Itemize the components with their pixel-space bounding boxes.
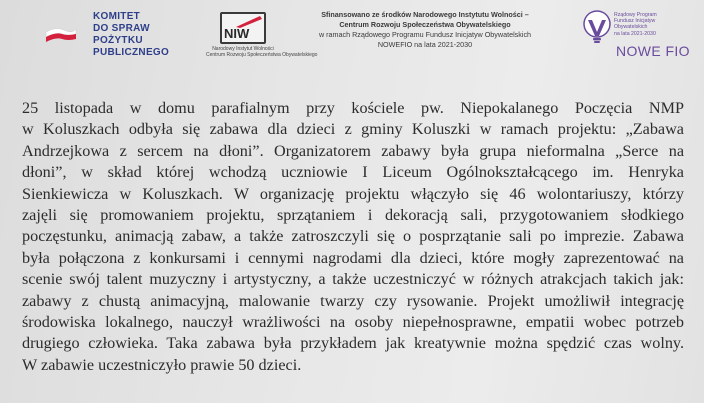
nowe-fio-title: NOWE FIO (616, 43, 690, 59)
niw-caption: Narodowy Instytut Wolności Centrum Rozwoju Społeczeństwa Obywatelskiego (206, 46, 318, 58)
funding-line-4: NOWEFIO na lata 2021-2030 (377, 40, 473, 49)
article-line: Andrzejkowa z sercem na dłoni”. Organizatorem zabawy była grupa nieformalna „Serce na (22, 141, 684, 160)
article-line-last: W zabawie uczestniczyło prawie 50 dzieci. (22, 355, 302, 374)
funding-note (286, 10, 564, 50)
funding-line-1: Sfinansowano ze środków Narodowego Instytutu Wolności – (321, 10, 529, 19)
article-line: poczęstunku, animacją zabaw, a także zatroszczyli się o posprzątanie sali po imprezie. Zabawa (22, 227, 684, 246)
article-body (22, 98, 684, 376)
kdspp-logo (44, 10, 184, 66)
nowe-fio-program-text: Rządowy Program Fundusz Inicjatyw Obywatelskich na lata 2021-2030 (614, 12, 657, 37)
article-line: zabawy z chustą animacyjną, malowanie twarzy czy rysowanie. Projekt umożliwił integrację (22, 291, 684, 310)
article-line: była połączona z konkursami i cennymi nagrodami dla dzieci, które mogły zaprezentować na (22, 248, 684, 267)
nowe-fio-logo (582, 10, 694, 62)
article-line: Sienkiewicza w Koluszkach. W organizację projektu włączyło się 46 wolontariuszy, którzy (22, 184, 684, 203)
nowe-fio-bulb-icon (582, 10, 612, 44)
article-line: drugiego człowieka. Taka zabawa była przykładem jak kreatywnie można spędzić czas wolny. (22, 334, 684, 353)
niw-logo (204, 12, 318, 62)
funding-line-2: Centrum Rozwoju Społeczeństwa Obywatelskiego (339, 20, 511, 29)
kdspp-name: KOMITET DO SPRAW POŻYTKU PUBLICZNEGO (93, 11, 170, 58)
polish-flag-icon (44, 26, 78, 44)
funding-line-3: w ramach Rządowego Programu Fundusz Inicjatyw Obywatelskich (318, 30, 532, 39)
niw-letters: NIW (224, 26, 250, 41)
article-line: 25 listopada w domu parafialnym przy kościele pw. Niepokalanego Poczęcia NMP (22, 99, 684, 117)
article-line: scenie swój talent muzyczny i artystyczny, a także uczestniczyć w różnych atrakcjach takich jak: (22, 270, 684, 289)
article-line: środowiska lokalnego, nauczył wrażliwości na osoby niepełnosprawne, empatii wobec potrzeb (22, 313, 684, 332)
article-line: dłoni”, w skład której wchodzą uczniowie I Liceum Ogólnokształcącego im. Henryka (22, 163, 684, 182)
article-line: w Koluszkach odbyła się zabawa dla dzieci z gminy Koluszki w ramach projektu: „Zabawa (22, 120, 684, 139)
article-line: zajęli się promowaniem projektu, sprzątaniem i dekoracją sali, przygotowaniem słodkiego (22, 206, 684, 225)
